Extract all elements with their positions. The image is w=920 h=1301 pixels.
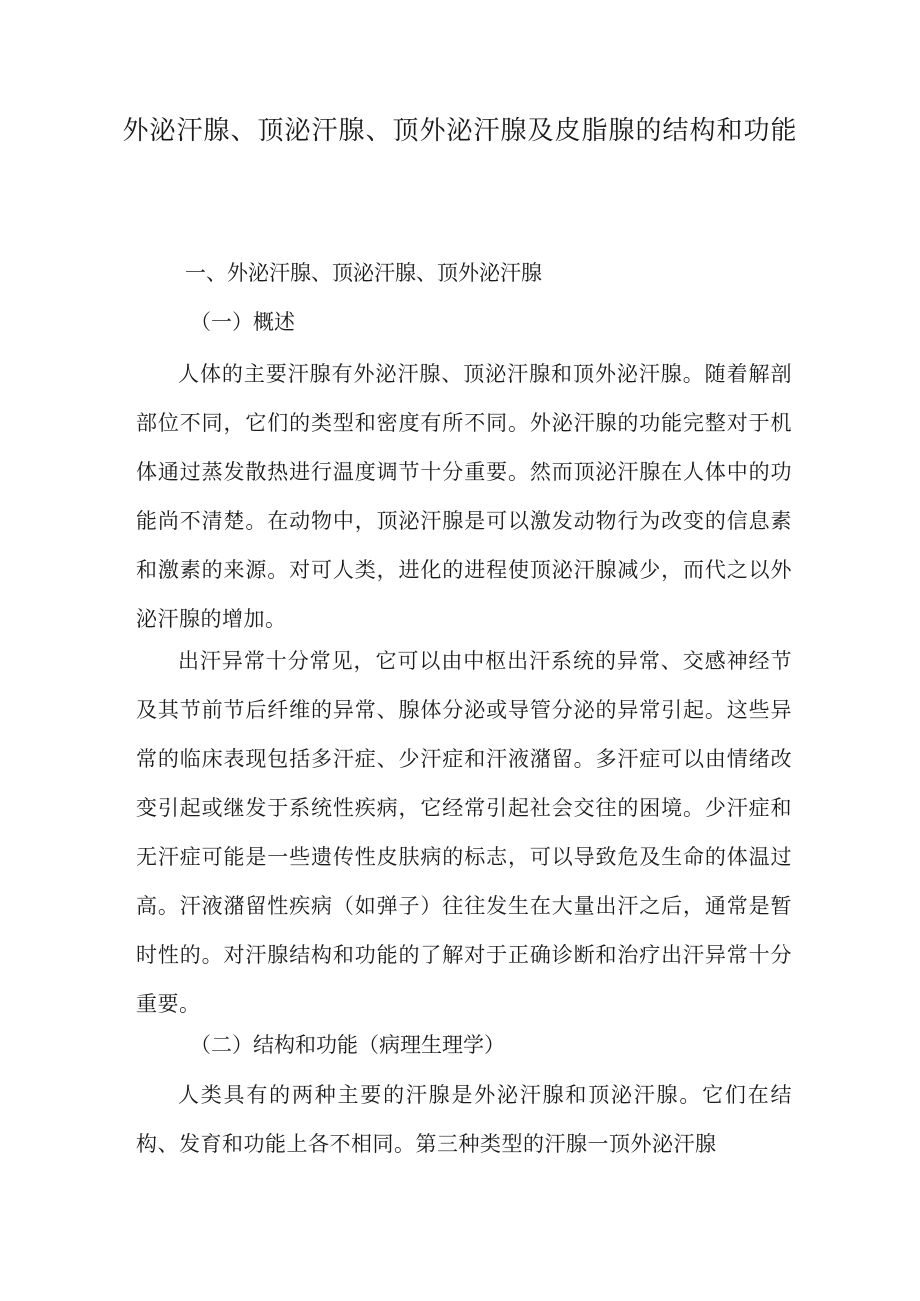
paragraph-overview: 人体的主要汗腺有外泌汗腺、顶泌汗腺和顶外泌汗腺。随着解剖部位不同，它们的类型和密度有所不同。外泌汗腺的功能完整对于机体通过蒸发散热进行温度调节十分重要。然而顶泌汗腺在人体中的功能尚不清楚。在动物中，顶泌汗腺是可以激发动物行为改变的信息素和激素的来源。对可人类，进化的进程使顶泌汗腺减少，而代之以外泌汗腺的增加。 <box>136 362 792 631</box>
document-title: 外泌汗腺、顶泌汗腺、顶外泌汗腺及皮脂腺的结构和功能 <box>122 116 798 146</box>
subsection-heading-overview: （一）概述 <box>190 310 295 334</box>
subsection-heading-structure-function: （二）结构和功能（病理生理学） <box>190 1033 505 1057</box>
section-heading: 一、外泌汗腺、顶泌汗腺、顶外泌汗腺 <box>185 261 542 285</box>
paragraph-structure: 人类具有的两种主要的汗腺是外泌汗腺和顶泌汗腺。它们在结构、发育和功能上各不相同。第三种类型的汗腺一顶外泌汗腺 <box>136 1083 792 1156</box>
paragraph-sweating-disorders: 出汗异常十分常见，它可以由中枢出汗系统的异常、交感神经节及其节前节后纤维的异常、腺体分泌或导管分泌的异常引起。这些异常的临床表现包括多汗症、少汗症和汗液潴留。多汗症可以由情绪改变引起或继发于系统性疾病，它经常引起社会交往的困境。少汗症和无汗症可能是一些遗传性皮肤病的标志，可以导致危及生命的体温过高。汗液潴留性疾病（如弹子）往往发生在大量出汗之后，通常是暂时性的。对汗腺结构和功能的了解对于正确诊断和治疗出汗异常十分重要。 <box>136 649 792 1016</box>
